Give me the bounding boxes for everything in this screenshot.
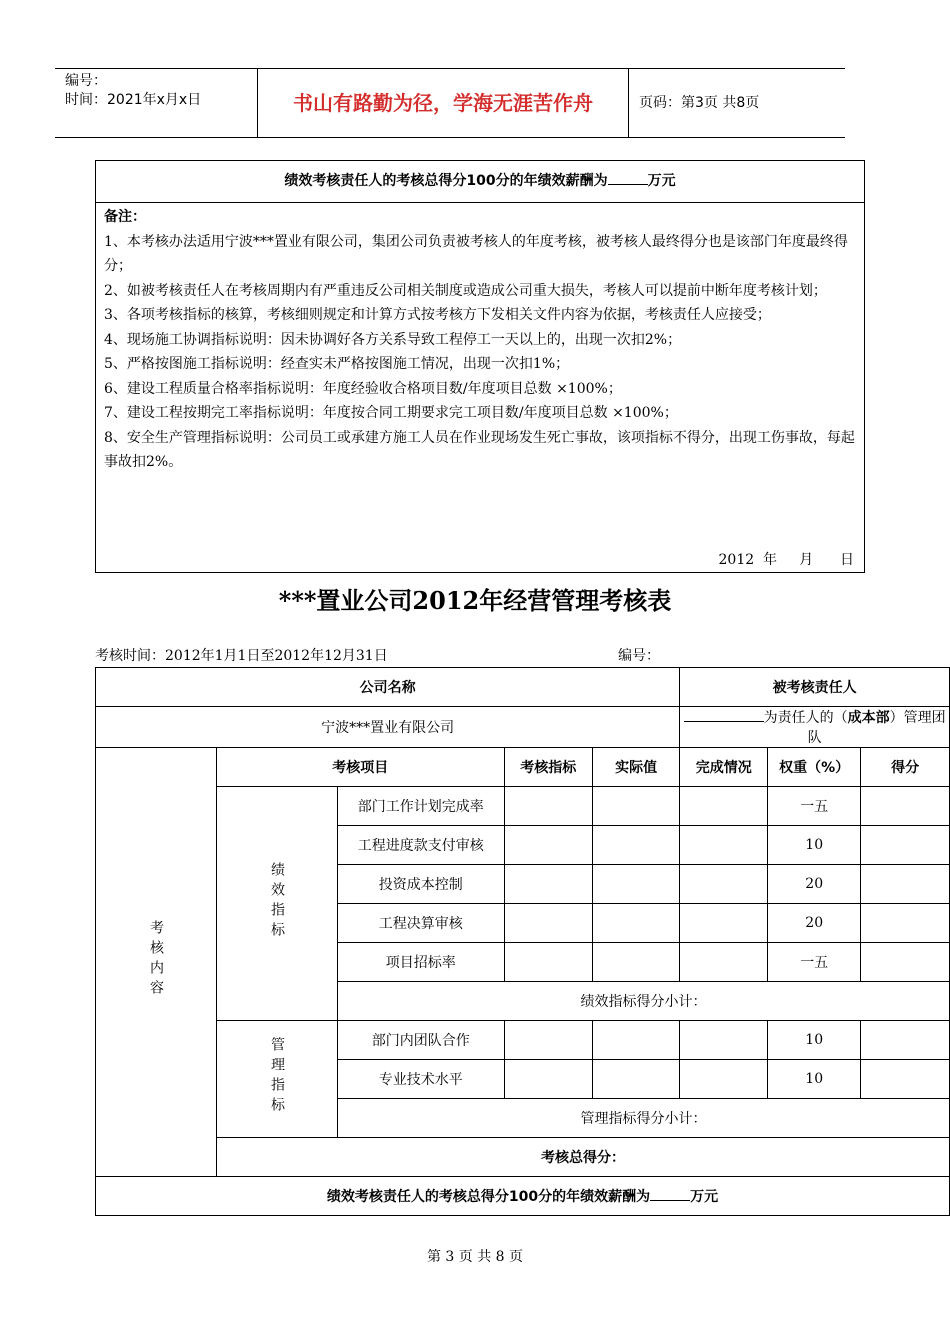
time-label: 时间：2021年x月x日	[65, 92, 202, 108]
row-item: 工程决算审核	[338, 904, 505, 943]
row-item: 部门内团队合作	[338, 1021, 505, 1060]
assessee-text-a: 为责任人的（	[763, 710, 848, 726]
indicator-cell[interactable]	[504, 1021, 592, 1060]
indicator-cell[interactable]	[504, 943, 592, 982]
side-label-cell	[96, 748, 217, 1177]
row-item: 投资成本控制	[338, 865, 505, 904]
assessee-dept: 成本部	[847, 710, 890, 726]
page-footer: 第 3 页 共 8 页	[426, 1249, 524, 1265]
actual-cell[interactable]	[592, 1021, 679, 1060]
score-cell[interactable]	[861, 904, 950, 943]
assessment-table	[95, 667, 950, 1216]
group-label-cell	[217, 1021, 338, 1138]
group-label-performance: 绩效指标	[269, 861, 285, 942]
row-item: 项目招标率	[338, 943, 505, 982]
weight-cell: 一五	[768, 943, 861, 982]
completion-cell[interactable]	[680, 943, 768, 982]
weight-cell: 20	[768, 904, 861, 943]
actual-cell[interactable]	[592, 1060, 679, 1099]
note-item: 5、严格按图施工指标说明：经查实未严格按图施工情况，出现一次扣1%；	[104, 356, 570, 372]
score-cell[interactable]	[861, 943, 950, 982]
weight-cell: 10	[768, 826, 861, 865]
header-left	[55, 69, 257, 137]
salary-line-top	[96, 161, 864, 203]
total-score-label: 考核总得分：	[217, 1138, 950, 1177]
salary-blank	[608, 170, 648, 185]
note-item: 3、各项考核指标的核算，考核细则规定和计算方式按考核方下发相关文件内容为依据，考核责任人应接受；	[104, 307, 771, 323]
indicator-cell[interactable]	[504, 1060, 592, 1099]
weight-cell: 10	[768, 1021, 861, 1060]
completion-cell[interactable]	[680, 826, 768, 865]
notes-list	[96, 203, 864, 475]
company-name: 宁波***置业有限公司	[96, 707, 680, 748]
salary-line-bottom	[96, 1177, 950, 1216]
group-label-cell	[217, 787, 338, 1021]
salary-blank	[650, 1186, 690, 1201]
assessee-cell	[680, 707, 950, 748]
note-item: 4、现场施工协调指标说明：因未协调好各方关系导致工程停工一天以上的，出现一次扣2%；	[104, 331, 682, 348]
indicator-cell[interactable]	[504, 865, 592, 904]
indicator-cell[interactable]	[504, 826, 592, 865]
salary-suffix: 万元	[690, 1189, 719, 1205]
salary-prefix: 绩效考核责任人的考核总得分100分的年绩效薪酬为	[284, 173, 608, 189]
side-label: 考核内容	[148, 920, 164, 1000]
col-header-completion: 完成情况	[680, 748, 768, 787]
serial-label: 编号：	[65, 73, 107, 89]
salary-suffix: 万元	[647, 173, 676, 189]
col-header-score: 得分	[861, 748, 950, 787]
note-item: 7、建设工程按期完工率指标说明：年度按合同工期要求完工项目数/年度项目总数 ×100%；	[104, 405, 678, 421]
assessment-period: 考核时间：2012年1月1日至2012年12月31日	[95, 648, 388, 664]
indicator-cell[interactable]	[504, 904, 592, 943]
score-cell[interactable]	[861, 1060, 950, 1099]
actual-cell[interactable]	[592, 904, 679, 943]
weight-cell: 20	[768, 865, 861, 904]
note-item: 6、建设工程质量合格率指标说明：年度经验收合格项目数/年度项目总数 ×100%；	[104, 380, 622, 397]
actual-cell[interactable]	[592, 826, 679, 865]
form-number: 编号：	[618, 648, 660, 664]
notes-box	[95, 160, 865, 573]
date-line: 2012 年 月 日	[718, 552, 854, 568]
performance-subtotal: 绩效指标得分小计：	[338, 982, 950, 1021]
completion-cell[interactable]	[680, 1021, 768, 1060]
page-header	[55, 68, 845, 138]
score-cell[interactable]	[861, 1021, 950, 1060]
page-title: ***置业公司2012年经营管理考核表	[278, 586, 672, 615]
score-cell[interactable]	[861, 865, 950, 904]
row-item: 工程进度款支付审核	[338, 826, 505, 865]
assessee-header: 被考核责任人	[680, 668, 950, 707]
completion-cell[interactable]	[680, 865, 768, 904]
note-item: 1、本考核办法适用宁波***置业有限公司，集团公司负责被考核人的年度考核，被考核人最终得分也是该部门年度最终得分；	[104, 233, 848, 274]
actual-cell[interactable]	[592, 865, 679, 904]
actual-cell[interactable]	[592, 943, 679, 982]
col-header-actual: 实际值	[592, 748, 679, 787]
group-label-management: 管理指标	[269, 1037, 285, 1117]
assessee-blank	[684, 707, 764, 722]
completion-cell[interactable]	[680, 1060, 768, 1099]
note-item: 8、安全生产管理指标说明：公司员工或承建方施工人员在作业现场发生死亡事故，该项指标不得分，出现工伤事故，每起事故扣2%。	[104, 429, 855, 470]
page-label: 页码：第3页 共8页	[639, 95, 760, 111]
salary-prefix: 绩效考核责任人的考核总得分100分的年绩效薪酬为	[326, 1189, 651, 1205]
completion-cell[interactable]	[680, 787, 768, 826]
actual-cell[interactable]	[592, 787, 679, 826]
col-header-item: 考核项目	[217, 748, 505, 787]
assessee-text-b: ）管理团队	[807, 710, 946, 746]
management-subtotal: 管理指标得分小计：	[338, 1099, 950, 1138]
company-name-header: 公司名称	[96, 668, 680, 707]
score-cell[interactable]	[861, 787, 950, 826]
motto: 书山有路勤为径，学海无涯苦作舟	[257, 69, 629, 137]
note-item: 2、如被考核责任人在考核周期内有严重违反公司相关制度或造成公司重大损失，考核人可以提前中断年度考核计划；	[104, 282, 827, 299]
col-header-weight: 权重（%）	[768, 748, 861, 787]
row-item: 部门工作计划完成率	[338, 787, 505, 826]
col-header-indicator: 考核指标	[504, 748, 592, 787]
weight-cell: 一五	[768, 787, 861, 826]
notes-heading: 备注：	[104, 209, 146, 225]
row-item: 专业技术水平	[338, 1060, 505, 1099]
completion-cell[interactable]	[680, 904, 768, 943]
indicator-cell[interactable]	[504, 787, 592, 826]
weight-cell: 10	[768, 1060, 861, 1099]
score-cell[interactable]	[861, 826, 950, 865]
